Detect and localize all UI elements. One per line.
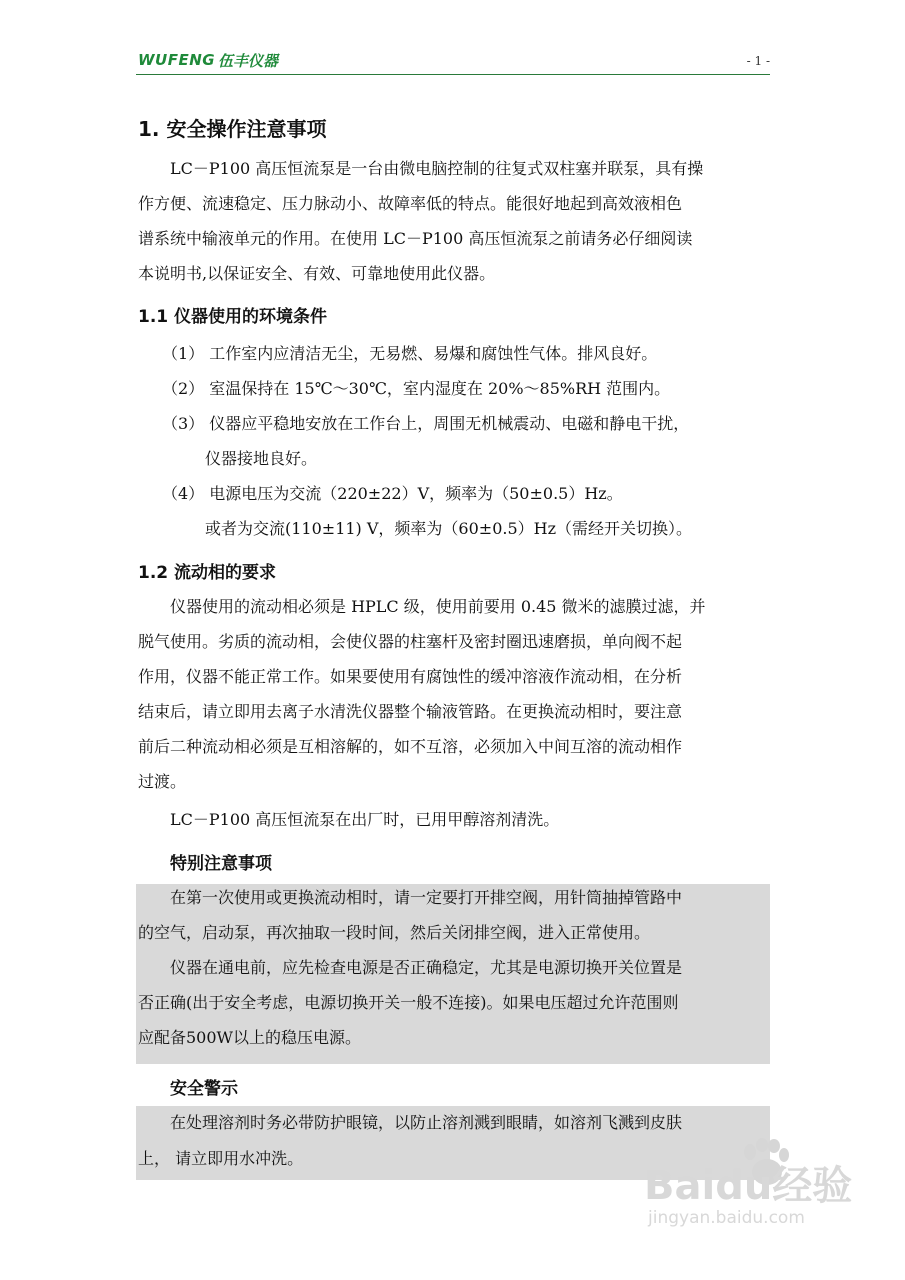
mobile-phase-line: 过渡。 (138, 772, 187, 791)
baidu-watermark (630, 1138, 870, 1258)
env-item: （2） 室温保持在 15℃～30℃，室内湿度在 20%～85%RH 范围内。 (162, 379, 671, 398)
mobile-phase-line: 仪器使用的流动相必须是 HPLC 级，使用前要用 0.45 微米的滤膜过滤，并 (170, 597, 706, 616)
mobile-phase-line: 结束后，请立即用去离子水清洗仪器整个输液管路。在更换流动相时，要注意 (138, 702, 683, 721)
env-item-cont: 或者为交流(110±11) V，频率为（60±0.5）Hz（需经开关切换）。 (205, 519, 693, 538)
intro-line: LC－P100 高压恒流泵是一台由微电脑控制的往复式双柱塞并联泵，具有操 (170, 159, 704, 178)
mobile-phase-line: 脱气使用。劣质的流动相，会使仪器的柱塞杆及密封圈迅速磨损，单向阀不起 (138, 632, 683, 651)
factory-note: LC－P100 高压恒流泵在出厂时，已用甲醇溶剂清洗。 (170, 810, 560, 829)
intro-line: 作方便、流速稳定、压力脉动小、故障率低的特点。能很好地起到高效液相色 (138, 194, 683, 213)
section-1-title: 1. 安全操作注意事项 (138, 117, 327, 141)
safety-warning-line: 在处理溶剂时务必带防护眼镜，以防止溶剂溅到眼睛，如溶剂飞溅到皮肤 (170, 1113, 683, 1132)
special-notice-line: 仪器在通电前，应先检查电源是否正确稳定，尤其是电源切换开关位置是 (170, 958, 683, 977)
safety-warning-line: 上， 请立即用水冲洗。 (138, 1149, 304, 1168)
special-notice-line: 否正确(出于安全考虑，电源切换开关一般不连接)。如果电压超过允许范围则 (138, 993, 679, 1012)
special-notice-line: 在第一次使用或更换流动相时，请一定要打开排空阀，用针筒抽掉管路中 (170, 888, 683, 907)
wufeng-logo-cn: 伍丰仪器 (218, 52, 279, 70)
page-number: - 1 - (746, 54, 770, 68)
special-notice-line: 应配备500W以上的稳压电源。 (138, 1028, 361, 1047)
env-item: （1） 工作室内应清洁无尘，无易燃、易爆和腐蚀性气体。排风良好。 (162, 344, 658, 363)
env-item: （4） 电源电压为交流（220±22）V，频率为（50±0.5）Hz。 (162, 484, 623, 503)
special-notice-line: 的空气，启动泵，再次抽取一段时间，然后关闭排空阀，进入正常使用。 (138, 923, 651, 942)
safety-warning-title: 安全警示 (170, 1079, 238, 1099)
wufeng-logo: WUFENG (138, 51, 216, 69)
mobile-phase-line: 作用，仪器不能正常工作。如果要使用有腐蚀性的缓冲溶液作流动相，在分析 (138, 667, 683, 686)
intro-line: 本说明书,以保证安全、有效、可靠地使用此仪器。 (138, 264, 496, 283)
env-item-cont: 仪器接地良好。 (205, 449, 318, 468)
page-header (136, 48, 770, 75)
watermark-brand: Baidu经验 (644, 1163, 853, 1209)
special-notice-title: 特别注意事项 (170, 854, 272, 874)
section-1-2-title: 1.2 流动相的要求 (138, 563, 277, 583)
env-item: （3） 仪器应平稳地安放在工作台上，周围无机械震动、电磁和静电干扰， (162, 414, 690, 433)
mobile-phase-line: 前后二种流动相必须是互相溶解的，如不互溶，必须加入中间互溶的流动相作 (138, 737, 683, 756)
watermark-url: jingyan.baidu.com (648, 1208, 805, 1228)
intro-line: 谱系统中输液单元的作用。在使用 LC－P100 高压恒流泵之前请务必仔细阅读 (138, 229, 693, 248)
section-1-1-title: 1.1 仪器使用的环境条件 (138, 307, 328, 327)
